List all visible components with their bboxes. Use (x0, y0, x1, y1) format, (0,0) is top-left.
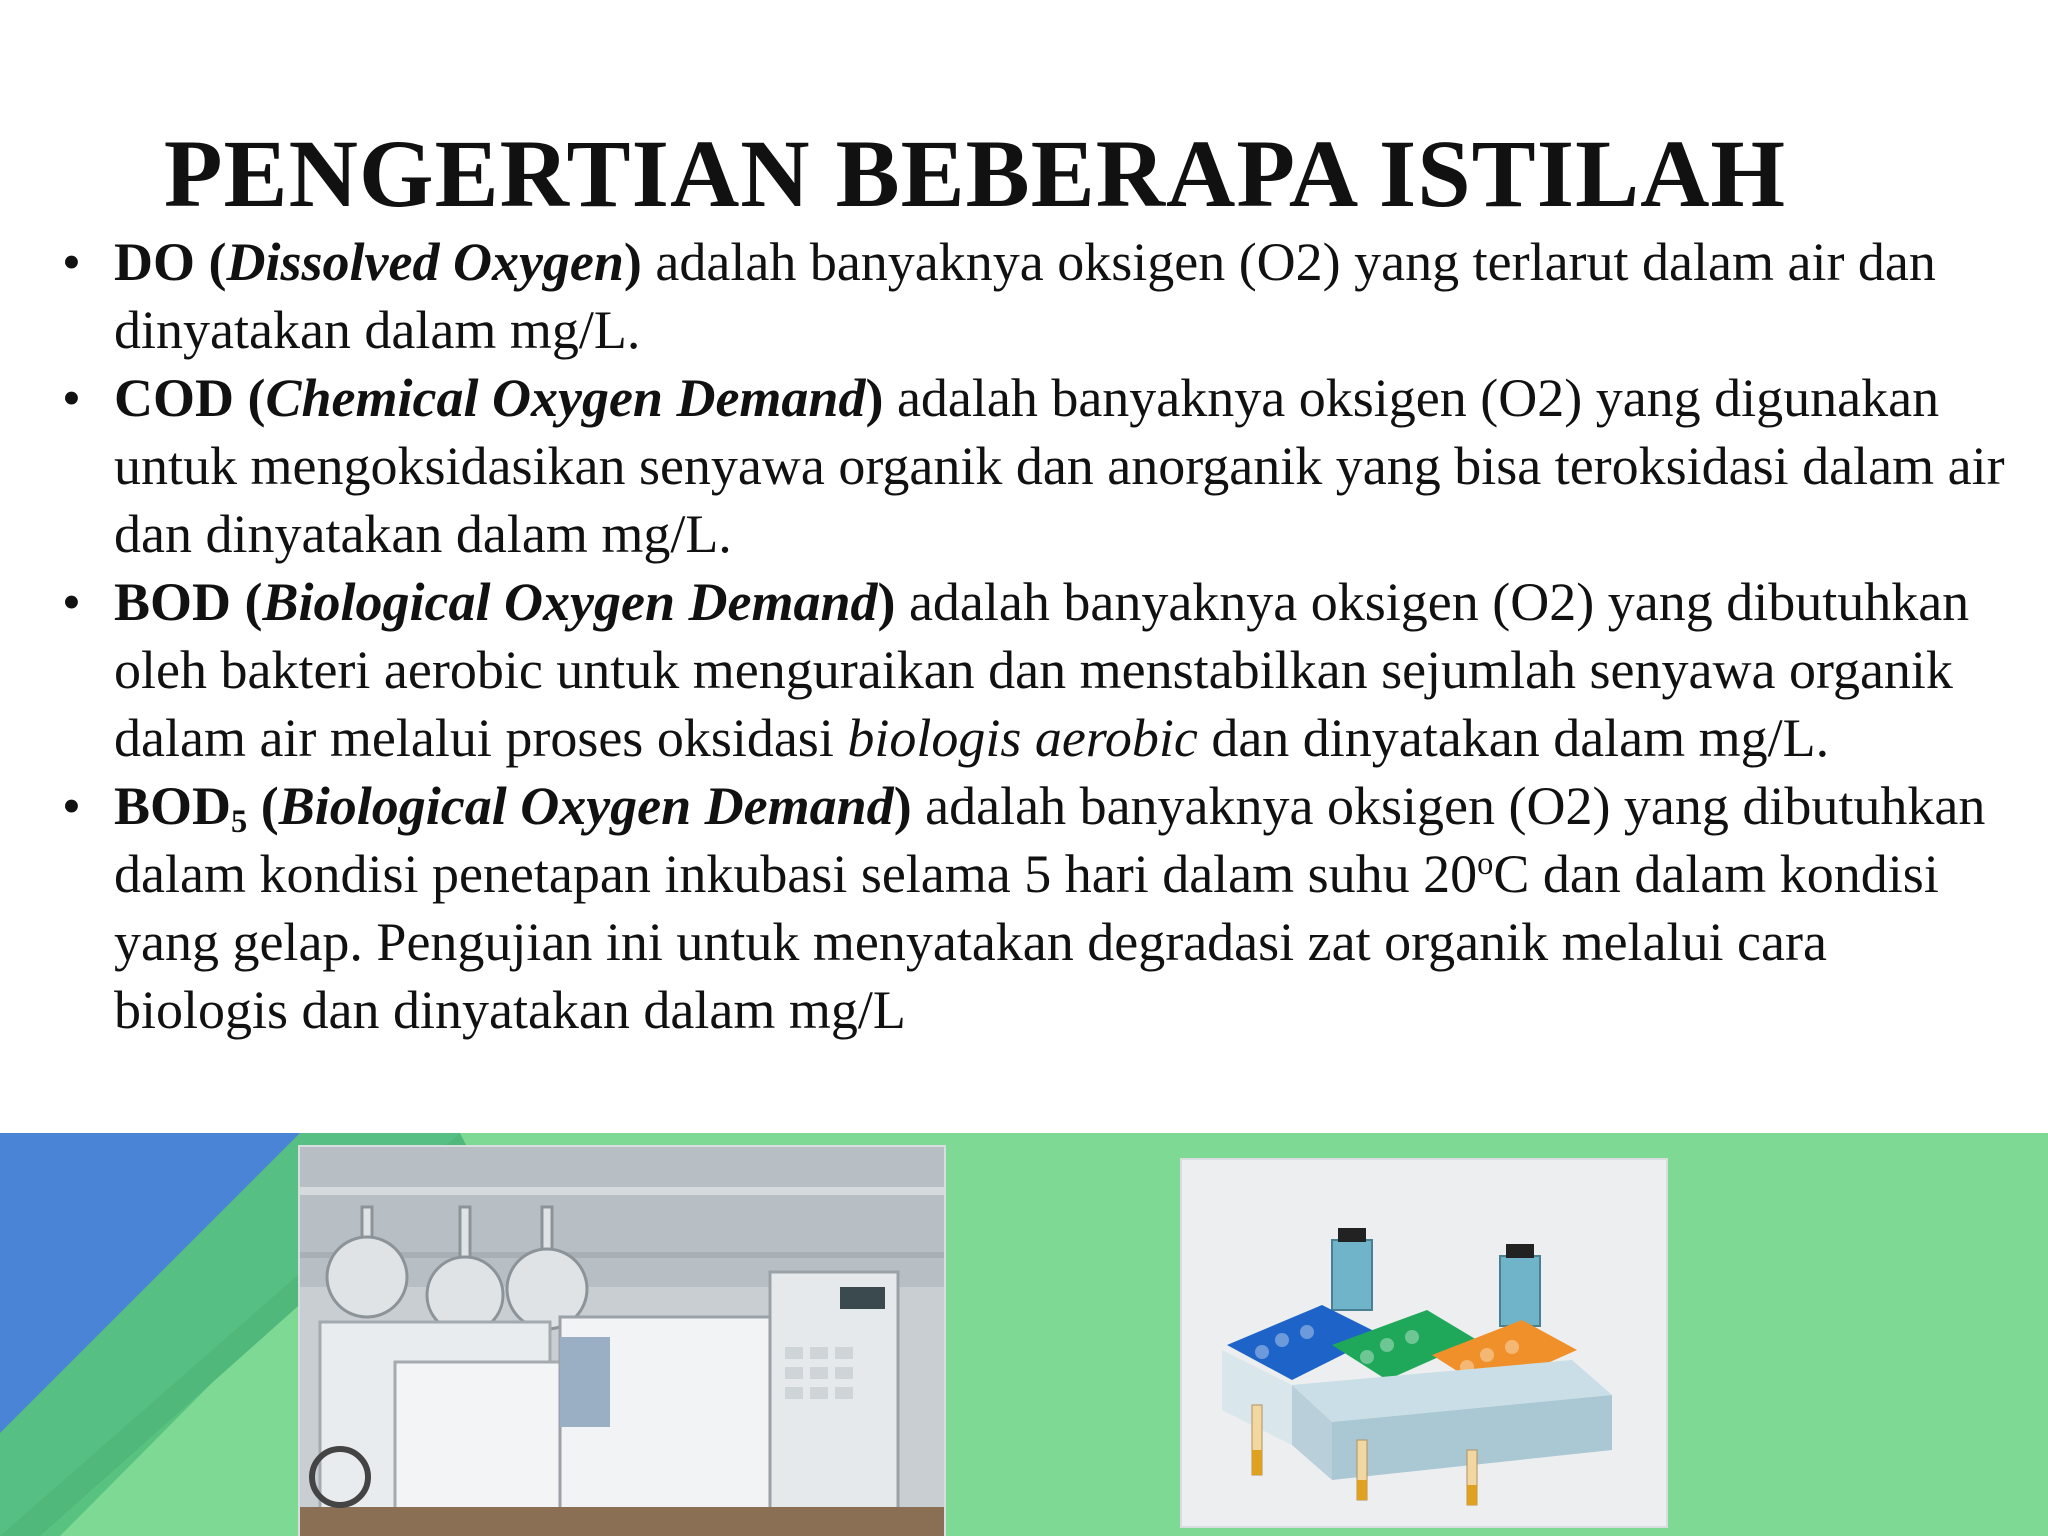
term-definition: adalah banyaknya oksigen (O2) yang dibutuhkan dalam kondisi penetapan inkubasi selama 5 hari dalam suhu 20 (114, 776, 1986, 904)
term-expansion: Chemical Oxygen Demand (265, 368, 866, 428)
list-item (62, 364, 2012, 568)
term-definition: adalah banyaknya oksigen (O2) yang terlarut dalam air dan dinyatakan dalam mg/L. (114, 232, 1936, 360)
term-cod: COD (Chemical Oxygen Demand) (114, 368, 884, 428)
term-expansion: Biological Oxygen Demand (262, 572, 878, 632)
term-do: DO (Dissolved Oxygen) (114, 232, 642, 292)
slide-title: PENGERTIAN BEBERAPA ISTILAH (163, 120, 1787, 228)
degree-superscript: o (1477, 846, 1494, 883)
list-item (62, 228, 2012, 364)
term-definition-end: C dan dalam kondisi yang gelap. Pengujian ini untuk menyatakan degradasi zat organik melalui cara biologis dan dinyatakan dalam mg/L (114, 844, 1939, 1040)
bod-test-kit-photo (1180, 1158, 1668, 1528)
term-subscript: 5 (231, 804, 248, 841)
term-expansion: Biological Oxygen Demand (278, 776, 894, 836)
definition-list (62, 228, 2012, 1044)
term-bod5: $BOD_5$ (Biological Oxygen Demand) (114, 776, 912, 841)
term-definition: adalah banyaknya oksigen (O2) yang digunakan untuk mengoksidasikan senyawa organik dan anorganik yang bisa teroksidasi dalam air dan dinyatakan dalam mg/L. (114, 368, 2005, 564)
term-bod: BOD (Biological Oxygen Demand) (114, 572, 896, 632)
lab-instrument-photo (298, 1145, 946, 1536)
term-definition: adalah banyaknya oksigen (O2) yang dibutuhkan oleh bakteri aerobic untuk menguraikan dan menstabilkan sejumlah senyawa organik dalam air melalui proses oksidasi (114, 572, 1970, 768)
term-definition-italic: biologis aerobic (847, 708, 1198, 768)
list-item (62, 772, 2012, 1044)
term-definition-end: dan dinyatakan dalam mg/L. (1197, 708, 1830, 768)
term-expansion: Dissolved Oxygen (226, 232, 624, 292)
list-item (62, 568, 2012, 772)
